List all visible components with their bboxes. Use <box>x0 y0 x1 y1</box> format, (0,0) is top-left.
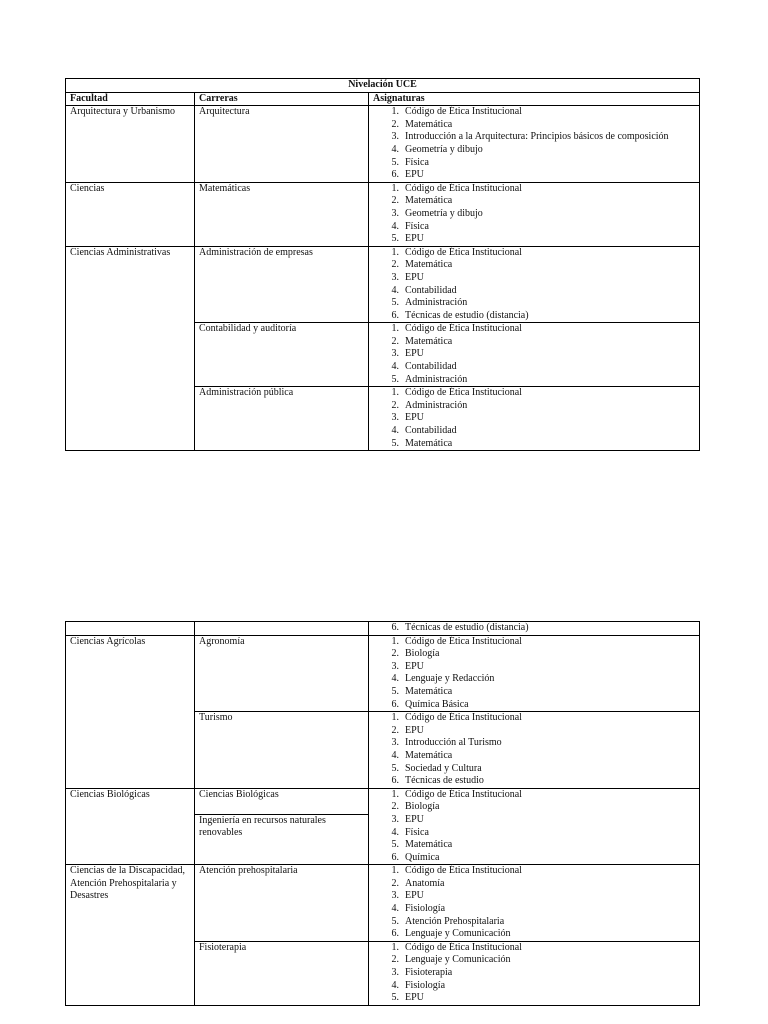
list-item <box>373 967 695 980</box>
item-text: Técnicas de estudio (distancia) <box>405 309 529 321</box>
table-row <box>66 635 700 712</box>
list-item <box>373 119 695 132</box>
carrera-cell: Contabilidad y auditoría <box>195 323 369 387</box>
item-text: Lenguaje y Comunicación <box>405 954 511 966</box>
item-text: Código de Ética Institucional <box>405 387 522 399</box>
list-item <box>373 801 695 814</box>
list-item <box>373 980 695 993</box>
list-item <box>373 903 695 916</box>
carrera-cell: Turismo <box>195 712 369 789</box>
subject-list <box>373 323 695 386</box>
subject-list <box>373 789 695 865</box>
item-text: Geometría y dibujo <box>405 143 483 155</box>
item-text: EPU <box>405 992 424 1004</box>
list-item <box>373 387 695 400</box>
item-text: Matemática <box>405 195 453 207</box>
header-row <box>66 92 700 106</box>
item-number: 1. <box>391 182 399 194</box>
item-text: Matemática <box>405 685 453 697</box>
list-item <box>373 954 695 967</box>
item-number: 3. <box>391 348 399 360</box>
item-number: 1. <box>391 323 399 335</box>
item-text: Biología <box>405 648 440 660</box>
list-item <box>373 374 695 387</box>
list-item <box>373 183 695 196</box>
list-item <box>373 622 695 635</box>
item-text: Técnicas de estudio <box>405 775 484 787</box>
subject-list <box>373 247 695 323</box>
list-item <box>373 789 695 802</box>
item-text: Atención Prehospitalaria <box>405 915 505 927</box>
item-number: 3. <box>391 813 399 825</box>
nivelacion-table-page-2 <box>65 621 700 1006</box>
item-text: Código de Ética Institucional <box>405 865 522 877</box>
subject-list <box>373 183 695 246</box>
item-text: Matemática <box>405 749 453 761</box>
item-number: 1. <box>391 246 399 258</box>
item-text: Contabilidad <box>405 284 457 296</box>
item-number: 3. <box>391 207 399 219</box>
item-text: Introducción al Turismo <box>405 737 502 749</box>
subject-list <box>373 636 695 712</box>
list-item <box>373 221 695 234</box>
continuation-row <box>66 622 700 636</box>
item-text: Código de Ética Institucional <box>405 323 522 335</box>
list-item <box>373 852 695 865</box>
list-item <box>373 131 695 144</box>
item-number: 1. <box>391 788 399 800</box>
item-text: Código de Ética Institucional <box>405 788 522 800</box>
list-item <box>373 737 695 750</box>
table-row <box>66 106 700 183</box>
item-text: Geometría y dibujo <box>405 207 483 219</box>
item-text: Biología <box>405 801 440 813</box>
item-text: Contabilidad <box>405 425 457 437</box>
item-number: 2. <box>391 118 399 130</box>
item-text: EPU <box>405 412 424 424</box>
list-item <box>373 686 695 699</box>
item-text: EPU <box>405 169 424 181</box>
subject-list <box>373 942 695 1005</box>
item-text: Lenguaje y Comunicación <box>405 928 511 940</box>
item-number: 5. <box>391 992 399 1004</box>
item-text: EPU <box>405 813 424 825</box>
item-text: EPU <box>405 724 424 736</box>
asignaturas-cell <box>369 323 700 387</box>
item-number: 1. <box>391 865 399 877</box>
item-text: Fisiología <box>405 979 446 991</box>
item-number: 5. <box>391 297 399 309</box>
facultad-cell: Ciencias Administrativas <box>66 246 195 451</box>
item-number: 4. <box>391 979 399 991</box>
item-number: 5. <box>391 156 399 168</box>
item-text: Código de Ética Institucional <box>405 246 522 258</box>
item-text: Fisiología <box>405 903 446 915</box>
item-number: 2. <box>391 259 399 271</box>
item-number: 6. <box>391 698 399 710</box>
list-item <box>373 750 695 763</box>
list-item <box>373 438 695 451</box>
list-item <box>373 361 695 374</box>
item-text: Sociedad y Cultura <box>405 762 482 774</box>
item-text: Administración <box>405 297 468 309</box>
item-number: 2. <box>391 399 399 411</box>
list-item <box>373 636 695 649</box>
nivelacion-table-page-1 <box>65 78 700 451</box>
asignaturas-cell <box>369 865 700 942</box>
subject-list <box>373 387 695 450</box>
subject-list <box>373 106 695 182</box>
list-item <box>373 916 695 929</box>
header-carreras: Carreras <box>195 92 369 106</box>
item-text: Código de Ética Institucional <box>405 106 522 118</box>
item-text: Matemática <box>405 259 453 271</box>
subject-list <box>373 865 695 941</box>
carrera-cell: Administración pública <box>195 387 369 451</box>
list-item <box>373 348 695 361</box>
facultad-cell <box>66 622 195 636</box>
list-item <box>373 827 695 840</box>
carrera-cell: Agronomía <box>195 635 369 712</box>
item-number: 4. <box>391 284 399 296</box>
item-number: 6. <box>391 309 399 321</box>
asignaturas-cell <box>369 182 700 246</box>
item-text: Introducción a la Arquitectura: Principios básicos de composición <box>405 131 669 143</box>
item-number: 5. <box>391 915 399 927</box>
asignaturas-cell <box>369 788 700 865</box>
carrera-cell: Atención prehospitalaria <box>195 865 369 942</box>
list-item <box>373 712 695 725</box>
table-title: Nivelación UCE <box>66 79 700 93</box>
item-number: 3. <box>391 737 399 749</box>
item-number: 6. <box>391 775 399 787</box>
item-text: Física <box>405 826 429 838</box>
item-text: Química Básica <box>405 698 469 710</box>
asignaturas-cell <box>369 246 700 323</box>
item-text: Matemática <box>405 437 453 449</box>
title-row <box>66 79 700 93</box>
list-item <box>373 144 695 157</box>
item-number: 5. <box>391 373 399 385</box>
subject-list <box>373 712 695 788</box>
list-item <box>373 297 695 310</box>
item-text: EPU <box>405 890 424 902</box>
item-text: EPU <box>405 660 424 672</box>
list-item <box>373 247 695 260</box>
item-number: 5. <box>391 233 399 245</box>
asignaturas-cell <box>369 941 700 1005</box>
item-text: Administración <box>405 399 468 411</box>
header-facultad: Facultad <box>66 92 195 106</box>
item-number: 4. <box>391 903 399 915</box>
item-number: 6. <box>391 169 399 181</box>
item-text: Código de Ética Institucional <box>405 182 522 194</box>
list-item <box>373 259 695 272</box>
item-text: EPU <box>405 233 424 245</box>
table-row <box>66 865 700 942</box>
carrera-cell: Ingeniería en recursos naturales renovables <box>195 814 369 864</box>
item-text: Anatomía <box>405 877 445 889</box>
item-text: Química <box>405 851 440 863</box>
item-number: 5. <box>391 685 399 697</box>
item-number: 4. <box>391 143 399 155</box>
item-text: Física <box>405 220 429 232</box>
item-number: 2. <box>391 335 399 347</box>
list-item <box>373 425 695 438</box>
list-item <box>373 725 695 738</box>
item-number: 1. <box>391 635 399 647</box>
carrera-cell: Administración de empresas <box>195 246 369 323</box>
item-text: Fisioterapia <box>405 967 453 979</box>
item-text: Matemática <box>405 335 453 347</box>
item-number: 1. <box>391 941 399 953</box>
item-number: 2. <box>391 801 399 813</box>
list-item <box>373 323 695 336</box>
asignaturas-cell <box>369 387 700 451</box>
asignaturas-cell <box>369 622 700 636</box>
item-text: EPU <box>405 271 424 283</box>
list-item <box>373 775 695 788</box>
list-item <box>373 310 695 323</box>
item-text: Código de Ética Institucional <box>405 635 522 647</box>
list-item <box>373 839 695 852</box>
item-number: 1. <box>391 387 399 399</box>
list-item <box>373 673 695 686</box>
list-item <box>373 992 695 1005</box>
subject-list <box>373 622 695 635</box>
item-number: 4. <box>391 425 399 437</box>
facultad-cell: Ciencias Agrícolas <box>66 635 195 788</box>
item-number: 2. <box>391 724 399 736</box>
item-number: 5. <box>391 839 399 851</box>
list-item <box>373 648 695 661</box>
carrera-cell <box>195 622 369 636</box>
item-number: 3. <box>391 660 399 672</box>
item-number: 3. <box>391 271 399 283</box>
item-number: 4. <box>391 673 399 685</box>
item-text: Administración <box>405 373 468 385</box>
list-item <box>373 763 695 776</box>
list-item <box>373 336 695 349</box>
item-text: Física <box>405 156 429 168</box>
asignaturas-cell <box>369 635 700 712</box>
list-item <box>373 208 695 221</box>
item-number: 6. <box>391 851 399 863</box>
list-item <box>373 233 695 246</box>
item-number: 1. <box>391 712 399 724</box>
item-number: 1. <box>391 106 399 118</box>
list-item <box>373 699 695 712</box>
item-number: 2. <box>391 648 399 660</box>
table-row <box>66 788 700 814</box>
item-text: Matemática <box>405 118 453 130</box>
list-item <box>373 157 695 170</box>
item-text: Contabilidad <box>405 361 457 373</box>
carrera-cell: Fisioterapia <box>195 941 369 1005</box>
list-item <box>373 169 695 182</box>
asignaturas-cell <box>369 106 700 183</box>
facultad-cell: Ciencias de la Discapacidad, Atención Prehospitalaria y Desastres <box>66 865 195 1006</box>
item-number: 3. <box>391 131 399 143</box>
header-asignaturas: Asignaturas <box>369 92 700 106</box>
item-number: 2. <box>391 954 399 966</box>
list-item <box>373 890 695 903</box>
item-number: 2. <box>391 195 399 207</box>
table-row <box>66 246 700 323</box>
carrera-cell: Ciencias Biológicas <box>195 788 369 814</box>
item-number: 4. <box>391 749 399 761</box>
list-item <box>373 814 695 827</box>
list-item <box>373 865 695 878</box>
item-number: 4. <box>391 361 399 373</box>
item-number: 6. <box>391 928 399 940</box>
list-item <box>373 285 695 298</box>
item-number: 5. <box>391 437 399 449</box>
item-text: Lenguaje y Redacción <box>405 673 495 685</box>
item-number: 3. <box>391 967 399 979</box>
facultad-cell: Ciencias <box>66 182 195 246</box>
item-text: Código de Ética Institucional <box>405 712 522 724</box>
item-text: Código de Ética Institucional <box>405 941 522 953</box>
list-item <box>373 928 695 941</box>
list-item <box>373 878 695 891</box>
facultad-cell: Ciencias Biológicas <box>66 788 195 865</box>
list-item <box>373 106 695 119</box>
item-text: EPU <box>405 348 424 360</box>
facultad-cell: Arquitectura y Urbanismo <box>66 106 195 183</box>
list-item <box>373 412 695 425</box>
item-text: Matemática <box>405 839 453 851</box>
item-number: 5. <box>391 762 399 774</box>
list-item <box>373 942 695 955</box>
item-number: 4. <box>391 826 399 838</box>
item-number: 4. <box>391 220 399 232</box>
item-number: 2. <box>391 877 399 889</box>
table-row <box>66 182 700 246</box>
carrera-cell: Matemáticas <box>195 182 369 246</box>
list-item <box>373 272 695 285</box>
item-text: Técnicas de estudio (distancia) <box>405 622 529 633</box>
item-number: 6. <box>391 622 399 633</box>
item-number: 3. <box>391 412 399 424</box>
carrera-cell: Arquitectura <box>195 106 369 183</box>
asignaturas-cell <box>369 712 700 789</box>
item-number: 3. <box>391 890 399 902</box>
list-item <box>373 661 695 674</box>
list-item <box>373 195 695 208</box>
list-item <box>373 400 695 413</box>
